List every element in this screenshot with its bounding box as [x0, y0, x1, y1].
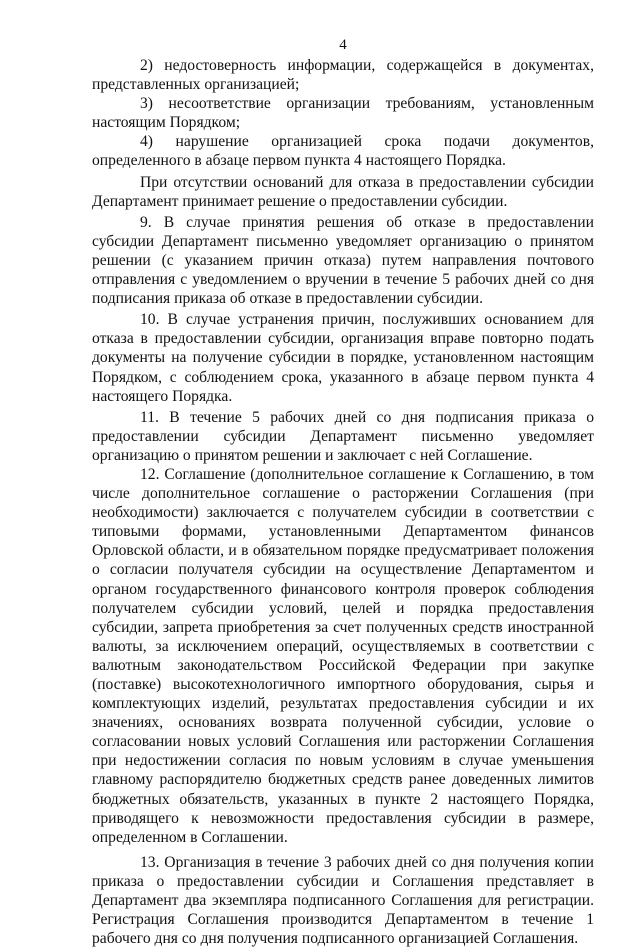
paragraph-no-refusal: При отсутствии оснований для отказа в предоставлении субсидии Департамент принимает решение о предоставлении субсидии.: [92, 173, 594, 210]
paragraph-11: 11. В течение 5 рабочих дней со дня подписания приказа о предоставлении субсидии Департамент письменно уведомляет организацию о принятом решении и заключает с ней Соглашение.: [92, 408, 594, 464]
paragraph-13: 13. Организация в течение 3 рабочих дней со дня получения копии приказа о предоставлении субсидии и Соглашения представляет в Департамент два экземпляра подписанного Соглашения для регистрации. Регистрация Соглашения производится Департаментом в течение 1 рабочего дня со дня получения подписанного организацией Соглашения.: [92, 853, 594, 948]
paragraph-item-2: 2) недостоверность информации, содержащейся в документах, представленных организацией;: [92, 57, 594, 94]
paragraph-12: 12. Соглашение (дополнительное соглашение к Соглашению, в том числе дополнительное соглашение о расторжении Соглашения (при необходимости) заключается с получателем субсидии в соответствии с типовыми формами, установленными Департаментом финансов Орловской области, и в обязательном порядке предусматривает положения о согласии получателя субсидии на осуществление Департаментом и органом государственного финансового контроля проверок соблюдения получателем субсидии условий, целей и порядка предоставления субсидии, запрета приобретения за счет полученных средств иностранной валюты, за исключением операций, осуществляемых в соответствии с валютным законодательством Российской Федерации при закупке (поставке) высокотехнологичного импортного оборудования, сырья и комплектующих изделий, результатах предоставления субсидии и их значениях, основаниях возврата полученной субсидии, условие о согласовании новых условий Соглашения или расторжении Соглашения при недостижении согласия по новым условиям в случае уменьшения главному распорядителю бюджетных средств ранее доведенных лимитов бюджетных обязательств, указанных в пункте 2 настоящего Порядка, приводящего к невозможности предоставления субсидии в размере, определенном в Соглашении.: [92, 465, 594, 846]
paragraph-item-3: 3) несоответствие организации требованиям, установленным настоящим Порядком;: [92, 95, 594, 132]
paragraph-10: 10. В случае устранения причин, послуживших основанием для отказа в предоставлении субсидии, организация вправе повторно подать документы на получение субсидии в порядке, установленном настоящим Порядком, с соблюдением срока, указанного в абзаце первом пункта 4 настоящего Порядка.: [92, 311, 594, 405]
page-number: 4: [339, 37, 347, 53]
paragraph-item-4: 4) нарушение организацией срока подачи документов, определенного в абзаце первом пункта 4 настоящего Порядка.: [92, 133, 594, 170]
paragraph-9: 9. В случае принятия решения об отказе в предоставлении субсидии Департамент письменно уведомляет организацию о принятом решении (с указанием причин отказа) путем направления почтового отправления с уведомлением о вручении в течение 5 рабочих дней со дня подписания приказа об отказе в предоставлении субсидии.: [92, 213, 594, 308]
